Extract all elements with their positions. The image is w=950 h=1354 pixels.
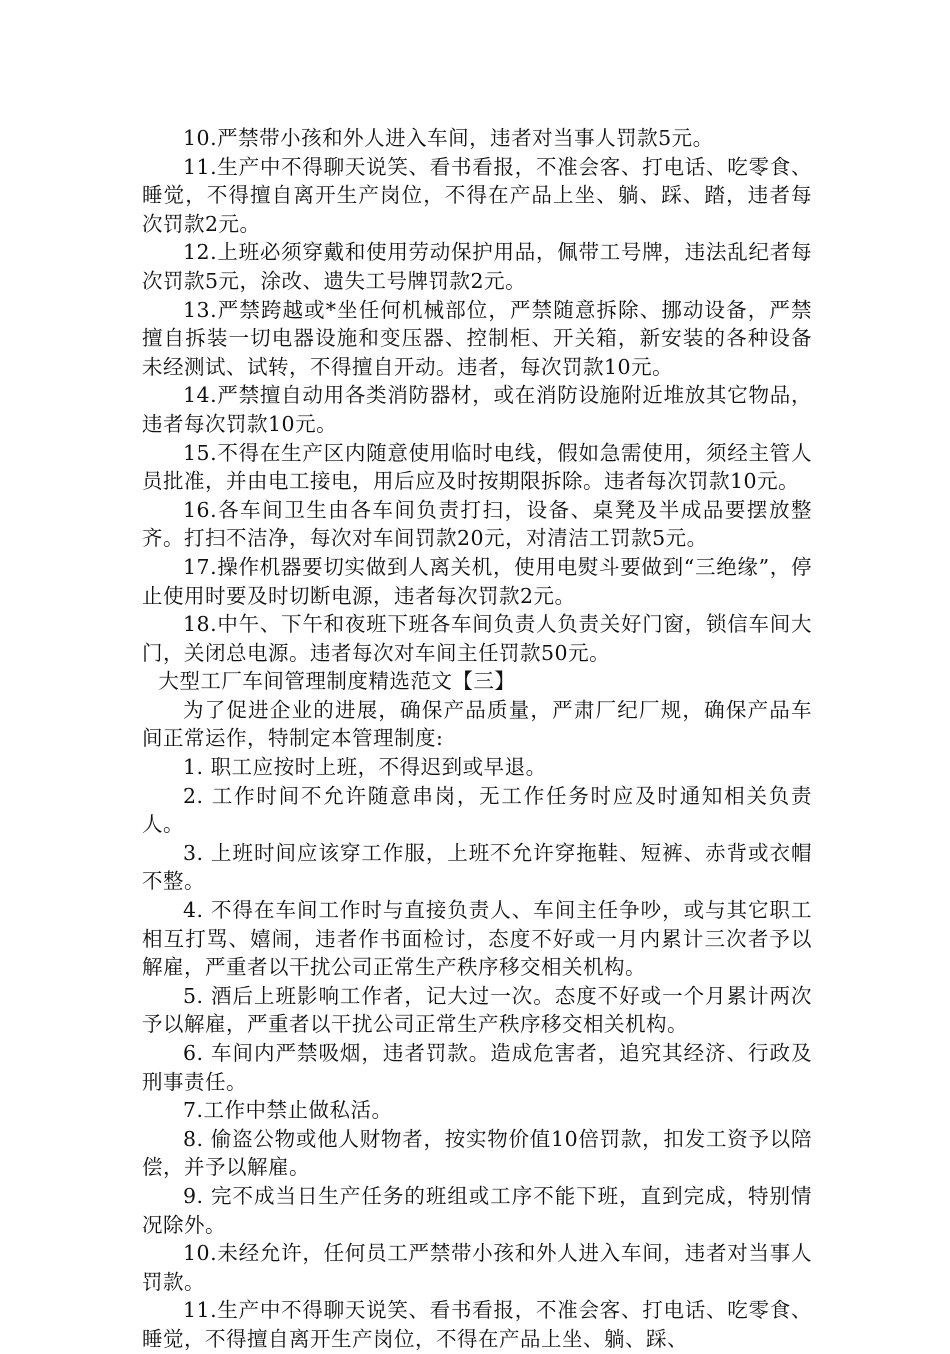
document-body — [142, 124, 812, 1354]
rule-paragraph: 9. 完不成当日生产任务的班组或工序不能下班，直到完成，特别情况除外。 — [142, 1183, 812, 1237]
rule-paragraph: 16.各车间卫生由各车间负责打扫，设备、桌凳及半成品要摆放整齐。打扫不洁净，每次对车间罚款20元，对清洁工罚款5元。 — [142, 497, 812, 551]
intro-paragraph: 为了促进企业的进展，确保产品质量，严肃厂纪厂规，确保产品车间正常运作，特制定本管理制度: — [142, 697, 812, 751]
rule-paragraph: 1. 职工应按时上班，不得迟到或早退。 — [183, 755, 547, 780]
rule-paragraph: 11.生产中不得聊天说笑、看书看报，不准会客、打电话、吃零食、睡觉，不得擅自离开生产岗位，不得在产品上坐、躺、踩、踏，违者每次罚款2元。 — [142, 154, 812, 236]
rule-paragraph: 2. 工作时间不允许随意串岗，无工作任务时应及时通知相关负责人。 — [142, 783, 812, 837]
rule-paragraph: 10.严禁带小孩和外人进入车间，违者对当事人罚款5元。 — [183, 126, 714, 150]
rule-paragraph: 7.工作中禁止做私活。 — [183, 1098, 393, 1123]
rule-paragraph: 17.操作机器要切实做到人离关机，使用电熨斗要做到“三绝缘”，停止使用时要及时切断电源，违者每次罚款2元。 — [142, 554, 812, 608]
rule-paragraph: 10.未经允许，任何员工严禁带小孩和外人进入车间，违者对当事人罚款。 — [142, 1241, 812, 1294]
section-title: 大型工厂车间管理制度精选范文【三】 — [158, 669, 516, 694]
rule-paragraph: 18.中午、下午和夜班下班各车间负责人负责关好门窗，锁信车间大门，关闭总电源。违者每次对车间主任罚款50元。 — [142, 612, 812, 665]
rule-paragraph: 15.不得在生产区内随意使用临时电线，假如急需使用，须经主管人员批准，并由电工接电，用后应及时按期限拆除。违者每次罚款10元。 — [142, 440, 812, 494]
rule-paragraph: 3. 上班时间应该穿工作服，上班不允许穿拖鞋、短裤、赤背或衣帽不整。 — [142, 840, 812, 894]
rule-paragraph: 5. 酒后上班影响工作者，记大过一次。态度不好或一个月累计两次予以解雇，严重者以干扰公司正常生产秩序移交相关机构。 — [142, 983, 812, 1037]
rule-paragraph: 14.严禁擅自动用各类消防器材，或在消防设施附近堆放其它物品，违者每次罚款10元。 — [142, 383, 812, 436]
rule-paragraph: 8. 偷盗公物或他人财物者，按实物价值10倍罚款，扣发工资予以陪偿，并予以解雇。 — [142, 1126, 812, 1180]
rule-paragraph: 12.上班必须穿戴和使用劳动保护用品，佩带工号牌，违法乱纪者每次罚款5元，涂改、遗失工号牌罚款2元。 — [142, 240, 812, 293]
rule-paragraph: 4. 不得在车间工作时与直接负责人、车间主任争吵，或与其它职工相互打骂、嬉闹，违者作书面检讨，态度不好或一月内累计三次者予以解雇，严重者以干扰公司正常生产秩序移交相关机构。 — [142, 898, 812, 980]
rule-paragraph: 13.严禁跨越或*坐任何机械部位，严禁随意拆除、挪动设备，严禁擅自拆装一切电器设施和变压器、控制柜、开关箱，新安装的各种设备未经测试、试转，不得擅自开动。违者，每次罚款10元。 — [142, 297, 812, 379]
rule-paragraph: 11.生产中不得聊天说笑、看书看报，不准会客、打电话、吃零食、睡觉，不得擅自离开生产岗位，不得在产品上坐、躺、踩、 — [142, 1298, 812, 1351]
rule-paragraph: 6. 车间内严禁吸烟，违者罚款。造成危害者，追究其经济、行政及刑事责任。 — [142, 1041, 812, 1094]
